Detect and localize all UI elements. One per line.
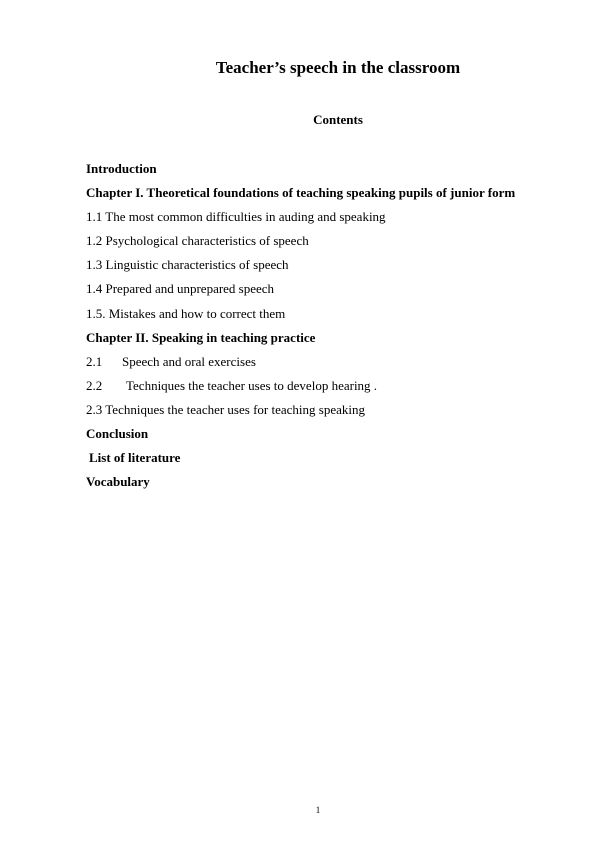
toc-item-label: Introduction: [86, 161, 157, 176]
toc-item-introduction: [86, 160, 586, 184]
toc-item-1-1: [86, 208, 586, 232]
toc-item-2-1: [86, 353, 586, 377]
toc-item-label: 1.4 Prepared and unprepared speech: [86, 281, 275, 297]
toc-item-label: 2.3 Techniques the teacher uses for teaching speaking: [86, 401, 365, 417]
toc-item-label: 1.3 Linguistic characteristics of speech: [86, 257, 289, 273]
toc-item-label: Techniques the teacher uses to develop hearing .: [126, 377, 378, 393]
toc-item-1-2: [86, 232, 586, 256]
toc-item-number: 2.1: [86, 353, 103, 369]
document-title: Teacher’s speech in the classroom: [215, 58, 461, 77]
table-of-contents: [86, 160, 586, 497]
toc-item-vocabulary: [86, 473, 586, 497]
toc-item-2-3: [86, 401, 586, 425]
toc-item-label: 1.1 The most common difficulties in auding and speaking: [86, 209, 386, 225]
contents-heading: Contents: [313, 112, 363, 127]
toc-item-label: 1.2 Psychological characteristics of speech: [86, 233, 309, 249]
toc-item-list-of-literature: [86, 449, 586, 473]
toc-item-label: Chapter II. Speaking in teaching practice: [86, 329, 316, 345]
toc-item-label: Vocabulary: [86, 474, 150, 490]
toc-item-label: Speech and oral exercises: [122, 353, 256, 369]
toc-item-label: 1.5. Mistakes and how to correct them: [86, 305, 286, 321]
page-number: 1: [315, 805, 321, 815]
toc-item-1-4: [86, 280, 586, 304]
toc-item-1-3: [86, 256, 586, 280]
toc-item-chapter-2: [86, 329, 586, 353]
toc-item-label: Conclusion: [86, 426, 149, 442]
toc-item-conclusion: [86, 425, 586, 449]
toc-item-label: Chapter I. Theoretical foundations of teaching speaking pupils of junior form: [86, 185, 516, 201]
toc-item-chapter-1: [86, 184, 586, 208]
toc-item-label: List of literature: [89, 450, 181, 466]
toc-item-1-5: [86, 305, 586, 329]
toc-item-2-2: [86, 377, 586, 401]
toc-item-number: 2.2: [86, 377, 103, 393]
